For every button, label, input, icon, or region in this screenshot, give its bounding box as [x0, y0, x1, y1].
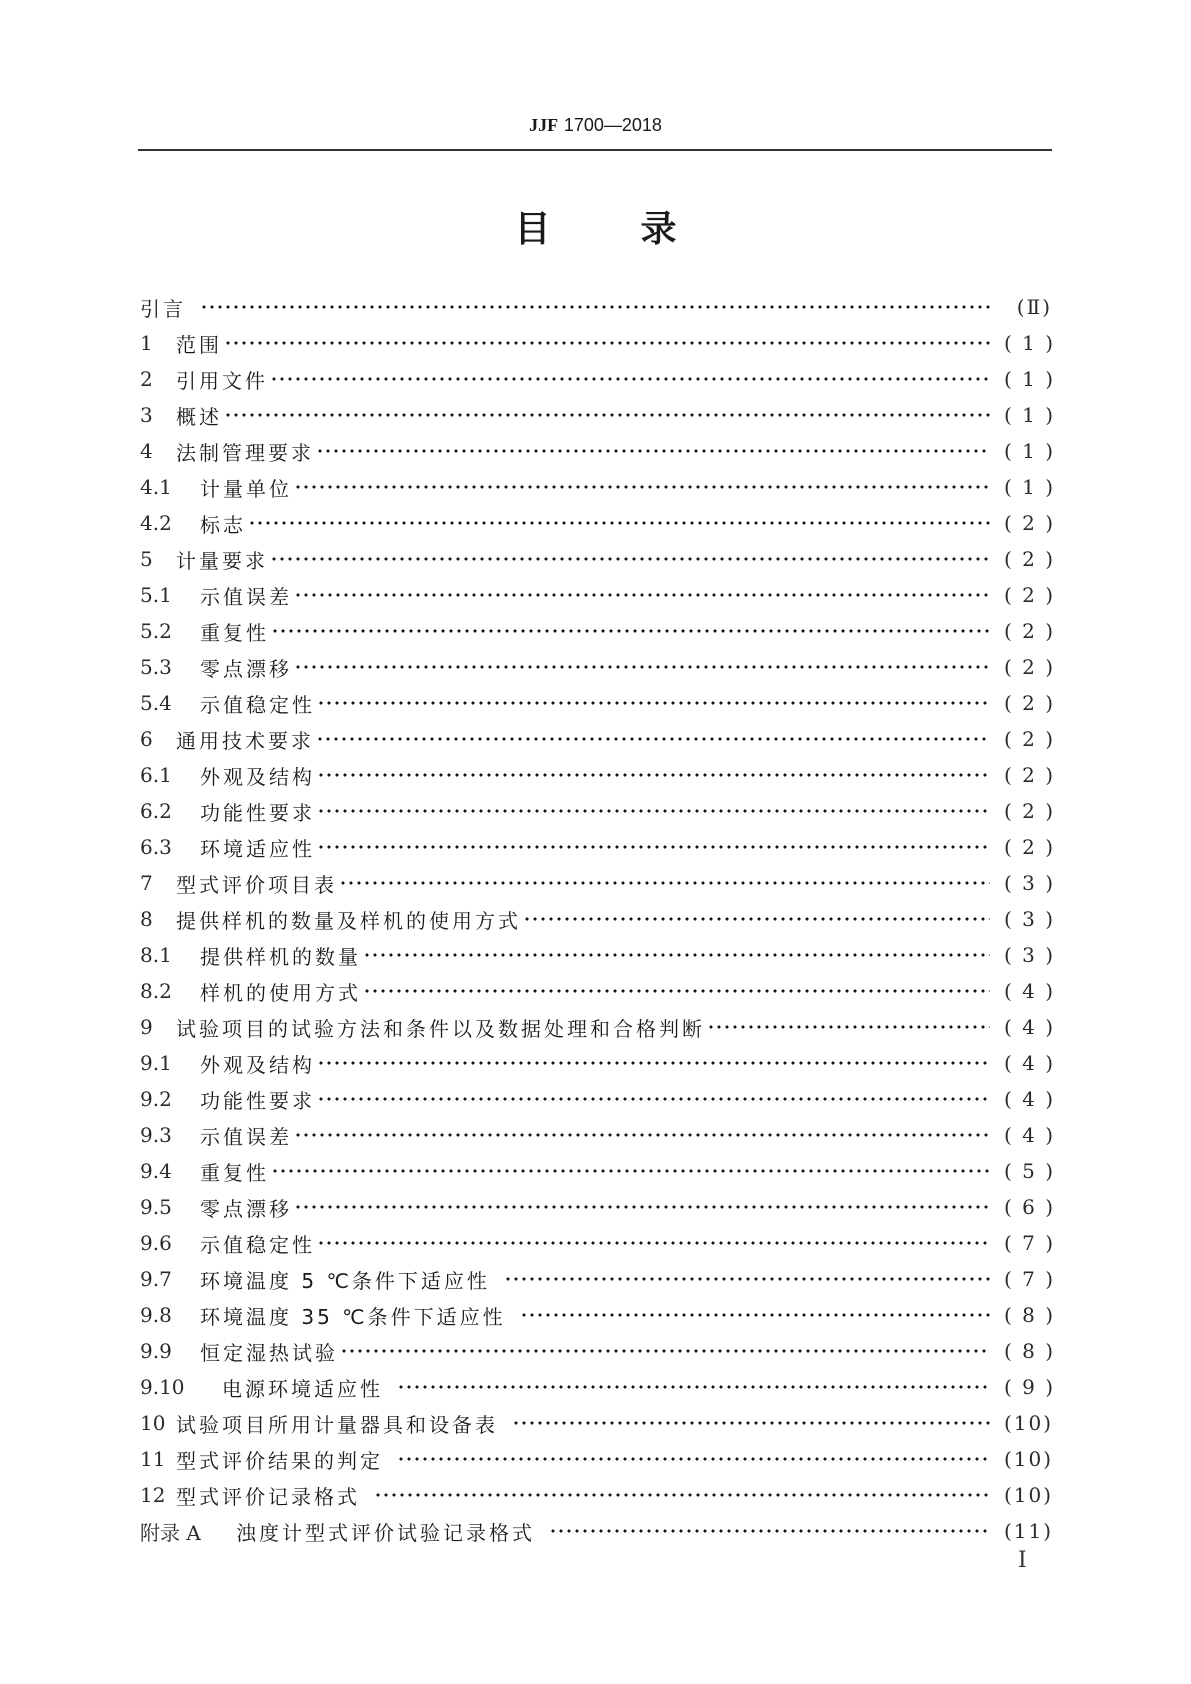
toc-entry[interactable] — [140, 397, 1056, 433]
toc-entry[interactable] — [140, 901, 1056, 937]
toc-entry[interactable] — [140, 721, 1056, 757]
dot-leader — [317, 837, 990, 857]
toc-entry-page: (Ⅱ) — [1016, 295, 1052, 319]
dot-leader — [224, 405, 990, 425]
toc-entry[interactable] — [140, 865, 1056, 901]
toc-entry-title: 提供样机的数量 — [200, 944, 361, 969]
toc-entry[interactable] — [140, 505, 1056, 541]
toc-entry-number: 8.1 — [140, 943, 172, 967]
dot-leader — [317, 801, 990, 821]
dot-leader — [707, 1017, 990, 1037]
toc-entry[interactable] — [140, 1153, 1056, 1189]
toc-entry[interactable] — [140, 469, 1056, 505]
dot-leader — [549, 1521, 990, 1541]
dot-leader — [339, 873, 990, 893]
toc-entry-title: 环境适应性 — [200, 836, 315, 861]
toc-entry-number: 7 — [140, 871, 153, 895]
toc-entry-page: ( 4 ) — [1004, 1123, 1056, 1147]
toc-entry[interactable] — [140, 1045, 1056, 1081]
toc-entry-page: (11) — [1004, 1519, 1054, 1543]
title-char-2: 录 — [640, 209, 677, 250]
dot-leader — [294, 1197, 990, 1217]
toc-entry-page: ( 1 ) — [1004, 475, 1056, 499]
toc-entry-page: ( 2 ) — [1004, 655, 1056, 679]
dot-leader — [397, 1377, 990, 1397]
dot-leader — [224, 333, 990, 353]
dot-leader — [294, 657, 990, 677]
toc-entry-page: ( 6 ) — [1004, 1195, 1056, 1219]
toc-entry-title: 电源环境适应性 — [222, 1376, 383, 1401]
toc-entry-title: 通用技术要求 — [176, 728, 314, 753]
toc-entry-title: 试验项目所用计量器具和设备表 — [176, 1412, 498, 1437]
dot-leader — [317, 1089, 990, 1109]
toc-entry-number: 9.9 — [140, 1339, 172, 1363]
toc-entry-page: ( 8 ) — [1004, 1303, 1056, 1327]
toc-entry-page: ( 2 ) — [1004, 511, 1056, 535]
toc-entry-title: 标志 — [200, 512, 246, 537]
toc-entry-page: ( 7 ) — [1004, 1267, 1056, 1291]
toc-entry-page: ( 1 ) — [1004, 439, 1056, 463]
dot-leader — [294, 585, 990, 605]
toc-entry-number: 3 — [140, 403, 153, 427]
toc-entry-page: (10) — [1004, 1447, 1054, 1471]
dot-leader — [200, 297, 990, 317]
toc-entry[interactable] — [140, 1189, 1056, 1225]
toc-entry[interactable] — [140, 937, 1056, 973]
document-header — [0, 114, 1191, 137]
toc-entry[interactable] — [140, 325, 1056, 361]
header-rule — [138, 149, 1052, 151]
toc-entry-title: 环境温度 35 ℃条件下适应性 — [200, 1304, 506, 1329]
dot-leader — [271, 621, 990, 641]
toc-entry-number: 10 — [140, 1411, 166, 1435]
toc-entry-title: 示值稳定性 — [200, 692, 315, 717]
toc-entry-page: ( 2 ) — [1004, 619, 1056, 643]
toc-entry-title: 功能性要求 — [200, 1088, 315, 1113]
toc-entry[interactable] — [140, 685, 1056, 721]
standard-number: 1700—2018 — [563, 115, 662, 135]
toc-entry-number: 5.1 — [140, 583, 172, 607]
toc-entry-title: 零点漂移 — [200, 1196, 292, 1221]
dot-leader — [316, 441, 990, 461]
toc-entry-number: 附录 A — [140, 1520, 201, 1545]
toc-entry-number: 9.6 — [140, 1231, 172, 1255]
toc-entry[interactable] — [140, 1441, 1052, 1477]
toc-entry-number: 1 — [140, 331, 153, 355]
dot-leader — [317, 1233, 990, 1253]
toc-entry[interactable] — [140, 1513, 1052, 1549]
dot-leader — [270, 369, 990, 389]
toc-entry[interactable] — [140, 1009, 1056, 1045]
dot-leader — [271, 1161, 990, 1181]
toc-entry-page: ( 3 ) — [1004, 907, 1056, 931]
toc-entry-page: ( 2 ) — [1004, 763, 1056, 787]
toc-entry-page: ( 1 ) — [1004, 367, 1056, 391]
toc-entry-page: (10) — [1004, 1411, 1054, 1435]
toc-entry[interactable] — [140, 793, 1056, 829]
toc-entry-number: 5 — [140, 547, 153, 571]
toc-entry-number: 9.2 — [140, 1087, 172, 1111]
toc-entry-title: 型式评价结果的判定 — [176, 1448, 383, 1473]
toc-entry-number: 9.7 — [140, 1267, 172, 1291]
toc-entry-number: 12 — [140, 1483, 166, 1507]
dot-leader — [248, 513, 990, 533]
dot-leader — [294, 477, 990, 497]
toc-entry-title: 引言 — [140, 296, 186, 321]
toc-entry-page: ( 1 ) — [1004, 403, 1056, 427]
toc-entry-number: 5.2 — [140, 619, 172, 643]
toc-entry-page: ( 2 ) — [1004, 835, 1056, 859]
toc-entry[interactable] — [140, 541, 1056, 577]
page-title — [0, 208, 1191, 252]
toc-entry-number: 6.3 — [140, 835, 172, 859]
toc-entry-title: 外观及结构 — [200, 1052, 315, 1077]
toc-entry-title: 计量单位 — [200, 476, 292, 501]
dot-leader — [270, 549, 990, 569]
toc-entry-page: ( 4 ) — [1004, 1015, 1056, 1039]
toc-entry-title: 恒定湿热试验 — [200, 1340, 338, 1365]
toc-entry-number: 9.4 — [140, 1159, 172, 1183]
toc-entry-number: 11 — [140, 1447, 166, 1471]
toc-entry-title: 引用文件 — [176, 368, 268, 393]
toc-entry-page: ( 4 ) — [1004, 1087, 1056, 1111]
toc-entry-number: 8 — [140, 907, 153, 931]
toc-entry-page: ( 2 ) — [1004, 727, 1056, 751]
toc-entry-number: 9.10 — [140, 1375, 185, 1399]
toc-entry-number: 9.1 — [140, 1051, 172, 1075]
dot-leader — [363, 945, 990, 965]
toc-entry-page: (10) — [1004, 1483, 1054, 1507]
dot-leader — [317, 1053, 990, 1073]
toc-entry-page: ( 2 ) — [1004, 547, 1056, 571]
toc-entry[interactable] — [140, 1117, 1056, 1153]
page-number: I — [1018, 1548, 1027, 1573]
toc-entry-title: 重复性 — [200, 1160, 269, 1185]
dot-leader — [340, 1341, 990, 1361]
toc-entry-number: 4.2 — [140, 511, 172, 535]
dot-leader — [317, 765, 990, 785]
dot-leader — [397, 1449, 990, 1469]
title-char-1: 目 — [514, 209, 551, 250]
toc-entry-number: 6.2 — [140, 799, 172, 823]
toc-entry[interactable] — [140, 613, 1056, 649]
toc-entry-page: ( 3 ) — [1004, 943, 1056, 967]
toc-entry-page: ( 4 ) — [1004, 1051, 1056, 1075]
toc-entry-number: 6 — [140, 727, 153, 751]
toc-entry-title: 试验项目的试验方法和条件以及数据处理和合格判断 — [176, 1016, 705, 1041]
toc-entry-title: 范围 — [176, 332, 222, 357]
toc-entry-number: 4 — [140, 439, 153, 463]
toc-entry-title: 计量要求 — [176, 548, 268, 573]
toc-entry-title: 样机的使用方式 — [200, 980, 361, 1005]
toc-entry[interactable] — [140, 757, 1056, 793]
toc-entry-title: 浊度计型式评价试验记录格式 — [236, 1520, 535, 1545]
toc-entry[interactable] — [140, 1369, 1056, 1405]
dot-leader — [363, 981, 990, 1001]
toc-entry[interactable] — [140, 973, 1056, 1009]
table-of-contents — [140, 289, 1056, 1549]
dot-leader — [520, 1305, 990, 1325]
toc-entry-page: ( 3 ) — [1004, 871, 1056, 895]
toc-entry-number: 9 — [140, 1015, 153, 1039]
toc-entry-title: 功能性要求 — [200, 800, 315, 825]
toc-entry-number: 4.1 — [140, 475, 172, 499]
toc-entry-title: 法制管理要求 — [176, 440, 314, 465]
toc-entry[interactable] — [140, 361, 1056, 397]
dot-leader — [512, 1413, 990, 1433]
toc-entry-title: 环境温度 5 ℃条件下适应性 — [200, 1268, 490, 1293]
dot-leader — [294, 1125, 990, 1145]
toc-entry-page: ( 2 ) — [1004, 691, 1056, 715]
toc-entry[interactable] — [140, 1405, 1052, 1441]
toc-entry-number: 5.4 — [140, 691, 172, 715]
dot-leader — [316, 729, 990, 749]
toc-entry-title: 示值稳定性 — [200, 1232, 315, 1257]
toc-entry-page: ( 9 ) — [1004, 1375, 1056, 1399]
toc-entry-page: ( 2 ) — [1004, 799, 1056, 823]
toc-entry-number: 5.3 — [140, 655, 172, 679]
dot-leader — [523, 909, 990, 929]
toc-entry-title: 提供样机的数量及样机的使用方式 — [176, 908, 521, 933]
toc-entry-title: 型式评价记录格式 — [176, 1484, 360, 1509]
toc-entry[interactable] — [140, 1081, 1056, 1117]
toc-entry[interactable] — [140, 433, 1056, 469]
toc-entry-title: 零点漂移 — [200, 656, 292, 681]
toc-entry[interactable] — [140, 649, 1056, 685]
toc-entry-number: 9.8 — [140, 1303, 172, 1327]
toc-entry[interactable] — [140, 1261, 1056, 1297]
toc-entry[interactable] — [140, 1225, 1056, 1261]
toc-entry-number: 9.3 — [140, 1123, 172, 1147]
dot-leader — [317, 693, 990, 713]
toc-entry-title: 外观及结构 — [200, 764, 315, 789]
toc-entry[interactable] — [140, 577, 1056, 613]
toc-entry-number: 8.2 — [140, 979, 172, 1003]
toc-entry-title: 示值误差 — [200, 1124, 292, 1149]
toc-entry-title: 重复性 — [200, 620, 269, 645]
toc-entry-page: ( 8 ) — [1004, 1339, 1056, 1363]
toc-entry-page: ( 1 ) — [1004, 331, 1056, 355]
toc-entry-page: ( 7 ) — [1004, 1231, 1056, 1255]
toc-entry-number: 9.5 — [140, 1195, 172, 1219]
toc-entry-page: ( 5 ) — [1004, 1159, 1056, 1183]
toc-entry[interactable] — [140, 1297, 1056, 1333]
standard-code: JJF — [529, 115, 559, 135]
dot-leader — [504, 1269, 990, 1289]
toc-entry-title: 型式评价项目表 — [176, 872, 337, 897]
toc-entry-number: 6.1 — [140, 763, 172, 787]
toc-entry[interactable] — [140, 1333, 1056, 1369]
toc-entry-page: ( 4 ) — [1004, 979, 1056, 1003]
toc-entry[interactable] — [140, 289, 1052, 325]
dot-leader — [374, 1485, 990, 1505]
toc-entry-page: ( 2 ) — [1004, 583, 1056, 607]
toc-entry[interactable] — [140, 1477, 1052, 1513]
toc-entry-title: 概述 — [176, 404, 222, 429]
toc-entry[interactable] — [140, 829, 1056, 865]
toc-entry-number: 2 — [140, 367, 153, 391]
toc-entry-title: 示值误差 — [200, 584, 292, 609]
